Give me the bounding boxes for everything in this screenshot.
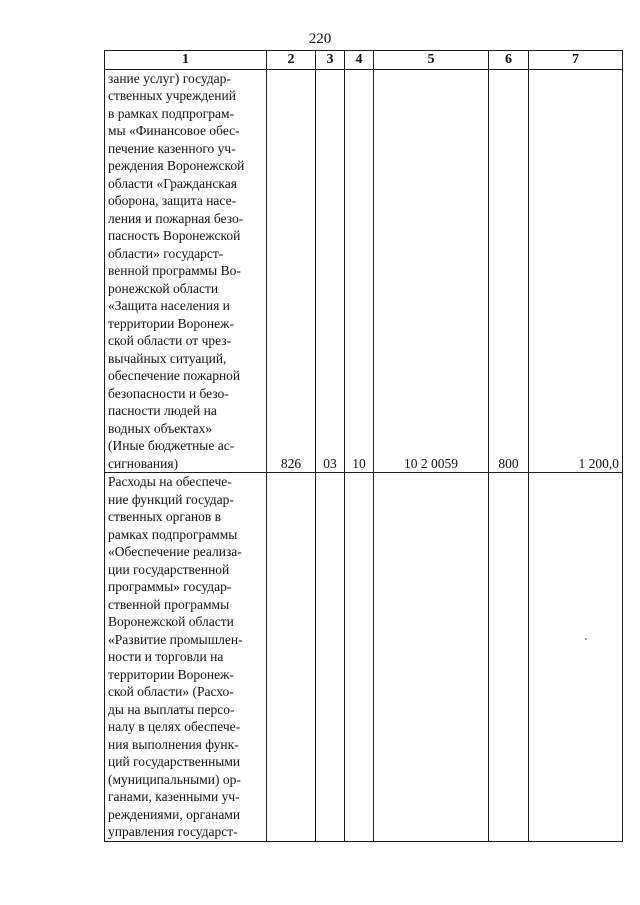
description-line: ды на выплаты персо- [108, 701, 235, 717]
description-line: печение казенного уч- [108, 140, 236, 156]
column-header-5: 5 [374, 51, 489, 70]
description-line: безопасности и безо- [108, 385, 229, 401]
description-line: ние функций государ- [108, 491, 234, 507]
description-line: вычайных ситуаций, [108, 350, 227, 366]
column-header-7: 7 [529, 51, 623, 70]
description-line: «Обеспечение реализа- [108, 544, 242, 559]
description-line: «Защита населения и [108, 298, 230, 313]
description-line: «Развитие промышлен- [108, 631, 243, 647]
description-line: управления государст- [108, 824, 238, 839]
description-line: зание услуг) государ- [108, 70, 231, 86]
row-description [105, 473, 267, 842]
description-line: пасность Воронежской [108, 228, 241, 243]
column-header-3: 3 [316, 51, 345, 70]
description-line: области» государст- [108, 245, 224, 261]
description-line: ственных учреждений [108, 88, 236, 103]
cell-subsection: 10 [345, 69, 374, 473]
description-line: территории Воронеж- [108, 666, 234, 682]
description-line: (Иные бюджетные ас- [108, 438, 235, 453]
cell-subsection [345, 473, 374, 842]
description-line: области «Гражданская [108, 175, 237, 191]
description-line: ской области» (Расхо- [108, 684, 234, 699]
description-line: в рамках подпрограм- [108, 105, 235, 121]
description-line: пасности людей на [108, 403, 217, 418]
cell-section [316, 473, 345, 842]
column-header-4: 4 [345, 51, 374, 70]
description-line: водных объектах» [108, 420, 213, 436]
cell-ministry-code [267, 473, 316, 842]
description-line: реждениями, органами [108, 806, 241, 822]
cell-ministry-code: 826 [267, 69, 316, 473]
cell-section: 03 [316, 69, 345, 473]
description-line: обеспечение пожарной [108, 368, 241, 383]
description-line: налу в целях обеспече- [108, 719, 241, 734]
row-description [105, 69, 267, 473]
cell-amount [529, 473, 623, 842]
description-line: ганами, казенными уч- [108, 789, 240, 804]
description-line: ронежской области [108, 280, 219, 296]
cell-expense-type [489, 473, 529, 842]
description-line: (муниципальными) ор- [108, 771, 241, 787]
description-line: оборона, защита насе- [108, 193, 237, 208]
table-row [105, 473, 623, 842]
description-line: ций государственными [108, 754, 241, 769]
cell-target-article [374, 473, 489, 842]
description-line: реждения Воронежской [108, 158, 245, 173]
description-line: венной программы Во- [108, 263, 241, 278]
column-header-1: 1 [105, 51, 267, 70]
description-line: сигнования) [108, 455, 179, 471]
description-line: программы» государ- [108, 579, 232, 594]
column-header-6: 6 [489, 51, 529, 70]
column-header-2: 2 [267, 51, 316, 70]
description-line: территории Воронеж- [108, 315, 234, 331]
description-line: Расходы на обеспече- [108, 474, 232, 489]
description-line: ления и пожарная безо- [108, 210, 244, 226]
description-line: ции государственной [108, 561, 230, 577]
table-row [105, 69, 623, 473]
cell-expense-type: 800 [489, 69, 529, 473]
description-line: ния выполнения функ- [108, 736, 239, 752]
page-number: 220 [308, 31, 332, 47]
budget-table [104, 50, 623, 842]
scan-speck [585, 638, 587, 640]
cell-target-article: 10 2 0059 [374, 69, 489, 473]
description-line: мы «Финансовое обес- [108, 123, 240, 138]
description-line: ственной программы [108, 596, 230, 612]
description-line: ственных органов в [108, 509, 221, 524]
description-line: рамках подпрограммы [108, 526, 238, 542]
description-line: ской области от чрез- [108, 333, 232, 348]
cell-amount: 1 200,0 [529, 69, 623, 473]
header-row [105, 51, 623, 70]
description-line: Воронежской области [108, 614, 234, 629]
description-line: ности и торговли на [108, 649, 224, 664]
